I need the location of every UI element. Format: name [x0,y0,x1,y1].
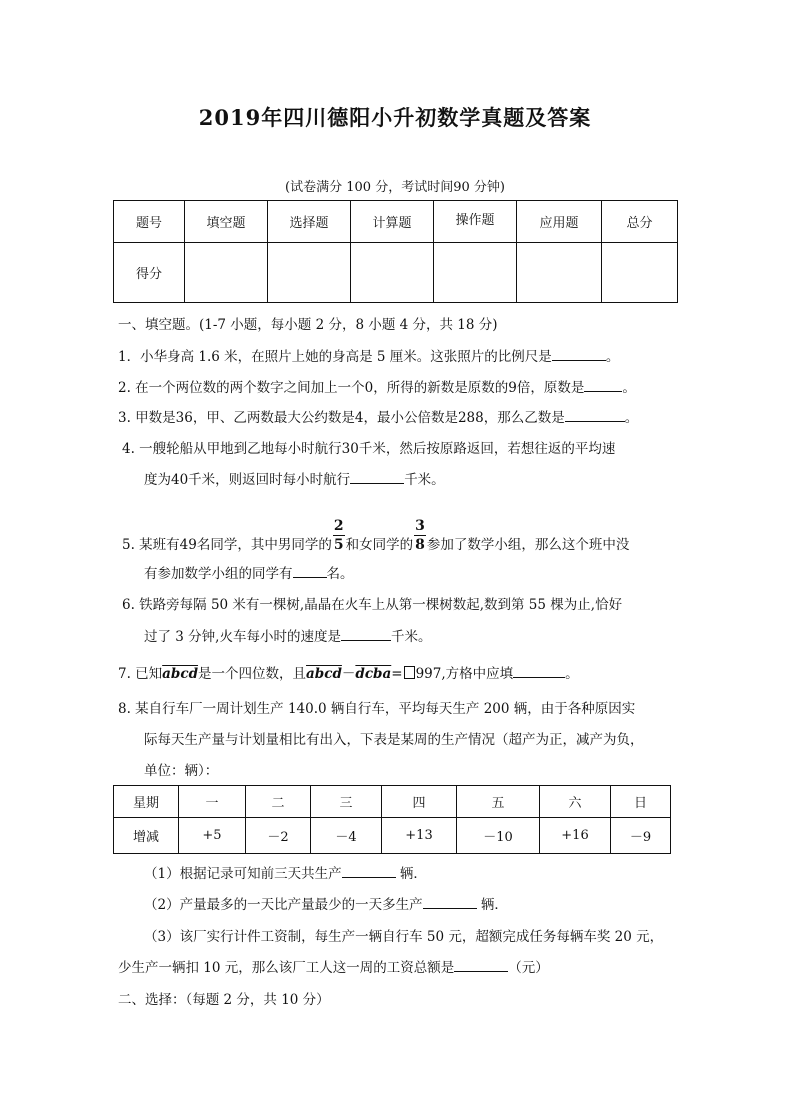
question-5-part-2: 和女同学的 [345,537,414,553]
question-2-text: 2. 在一个两位数的两个数字之间加上一个0，所得的新数是原数的9倍，原数是 [118,380,585,396]
number-abcd: abcd [306,666,342,682]
question-3-tail: 。 [624,410,639,426]
score-table-header-row [114,201,678,243]
production-value-cell: －10 [457,818,540,854]
answer-blank [350,471,404,484]
production-header-cell: 五 [457,786,540,818]
score-cell-blank [434,243,517,303]
sub-question-tail: 辆． [476,897,508,913]
production-value-cell: +5 [179,818,246,854]
question-8-sub-2 [144,893,508,913]
question-8-sub-1 [144,862,427,882]
sub-question-tail: 辆． [395,866,427,882]
exam-info: (试卷满分 100 分，考试时间90 分钟) [285,180,505,195]
fraction-denominator: 5 [333,537,344,553]
minus-sign: － [341,666,356,682]
fraction-three-eighths [414,519,426,552]
production-value-cell: －4 [311,818,382,854]
question-8-sub-3-line-1: （3）该厂实行计件工资制，每生产一辆自行车 50 元，超额完成任务每辆车奖 20 元， [144,929,664,945]
fraction-numerator: 3 [415,518,425,534]
score-header-cell: 应用题 [517,201,602,243]
answer-blank [454,959,508,972]
question-1 [118,345,619,365]
section-1-heading: 一、填空题。(1-7 小题，每小题 2 分，8 小题 4 分，共 18 分) [118,317,498,333]
score-cell-blank [351,243,434,303]
answer-blank [423,896,477,909]
section-2-heading: 二、选择：（每题 2 分，共 10 分） [118,992,330,1008]
score-cell-blank [602,243,678,303]
answer-blank [584,379,622,392]
score-cell-blank [268,243,351,303]
production-value-cell: +13 [382,818,457,854]
production-header-cell: 一 [179,786,246,818]
question-4-text: 度为40千米，则返回时每小时航行 [144,472,351,488]
question-8-line-3: 单位：辆）： [144,763,219,779]
question-7 [118,662,579,682]
question-5-tail: 名。 [326,566,354,582]
production-header-cell: 六 [540,786,611,818]
fraction-denominator: 8 [415,537,425,553]
production-value-cell: +16 [540,818,611,854]
question-8-sub-3-line-2 [118,956,549,976]
production-value-cell: －2 [246,818,311,854]
question-6-line-1: 6. 铁路旁每隔 50 米有一棵树,晶晶在火车上从第一棵树数起,数到第 55 棵为止,恰好 [122,597,623,613]
question-1-tail: 。 [605,349,620,365]
score-table-row [114,243,678,303]
equals-sign: = [391,666,403,682]
question-7-part-1: 7. 已知 [118,666,163,682]
production-value-cell: －9 [611,818,671,854]
empty-square-box [404,666,415,679]
answer-blank [293,565,327,578]
production-header-row [114,786,671,818]
sub-question-text: 少生产一辆扣 10 元，那么该厂工人这一周的工资总额是 [118,960,455,976]
score-header-cell: 填空题 [185,201,268,243]
question-5-text: 有参加数学小组的同学有 [144,566,293,582]
question-2-tail: 。 [622,380,636,396]
fraction-numerator: 2 [333,518,344,534]
question-4-line-2 [144,468,445,488]
question-2 [118,376,636,396]
production-header-cell: 星期 [114,786,179,818]
question-3-text: 3. 甲数是36，甲、乙两数最大公约数是4，最小公倍数是288，那么乙数是 [118,410,565,426]
sub-question-tail: （元） [508,960,549,976]
production-table [113,785,671,854]
answer-blank [513,665,565,678]
score-header-cell: 总分 [602,201,678,243]
number-dcba: dcba [355,666,392,682]
score-header-cell: 选择题 [268,201,351,243]
answer-blank [342,865,396,878]
question-3 [118,406,638,426]
production-row-label: 增减 [114,818,179,854]
question-6-text: 过了 3 分钟,火车每小时的速度是 [144,629,341,645]
answer-blank [341,628,391,641]
fraction-two-fifths [333,519,345,552]
production-header-cell: 三 [311,786,382,818]
production-header-cell: 四 [382,786,457,818]
question-4-tail: 千米。 [404,472,445,488]
sub-question-text: （2）产量最多的一天比产量最少的一天多生产 [144,897,423,913]
production-values-row [114,818,671,854]
score-header-cell: 题号 [114,201,185,243]
question-5-line-1 [122,518,630,562]
score-cell-blank [185,243,268,303]
question-4-line-1: 4. 一艘轮船从甲地到乙地每小时航行30千米，然后按原路返回，若想往返的平均速 [122,441,616,457]
question-6-line-2 [144,625,431,645]
question-1-text: 1．小华身高 1.6 米，在照片上她的身高是 5 厘米。这张照片的比例尺是 [118,349,552,365]
score-header-cell: 计算题 [351,201,434,243]
production-header-cell: 二 [246,786,311,818]
question-7-part-4: 997,方格中应填 [415,666,514,682]
question-7-tail: 。 [565,666,579,682]
answer-blank [552,348,606,361]
score-row-label: 得分 [114,243,185,303]
question-8-line-1: 8. 某自行车厂一周计划生产 140.0 辆自行车，平均每天生产 200 辆，由于各种原因实 [118,701,636,717]
score-table [113,200,678,303]
question-8-line-2: 际每天生产量与计划量相比有出入，下表是某周的生产情况（超产为正，减产为负， [144,732,644,748]
number-abcd: abcd [162,666,199,682]
production-header-cell: 日 [611,786,671,818]
question-6-tail: 千米。 [390,629,432,645]
question-7-part-2: 是一个四位数，且 [198,666,307,682]
question-5-part-3: 参加了数学小组，那么这个班中没 [426,537,630,553]
question-5-part-1: 5. 某班有49名同学，其中男同学的 [122,537,332,553]
sub-question-text: （1）根据记录可知前三天共生产 [144,866,342,882]
answer-blank [565,409,625,422]
question-5-line-2 [144,562,354,582]
page-title: 2019年四川德阳小升初数学真题及答案 [198,105,592,130]
score-header-cell: 操作题 [434,201,517,243]
score-cell-blank [517,243,602,303]
